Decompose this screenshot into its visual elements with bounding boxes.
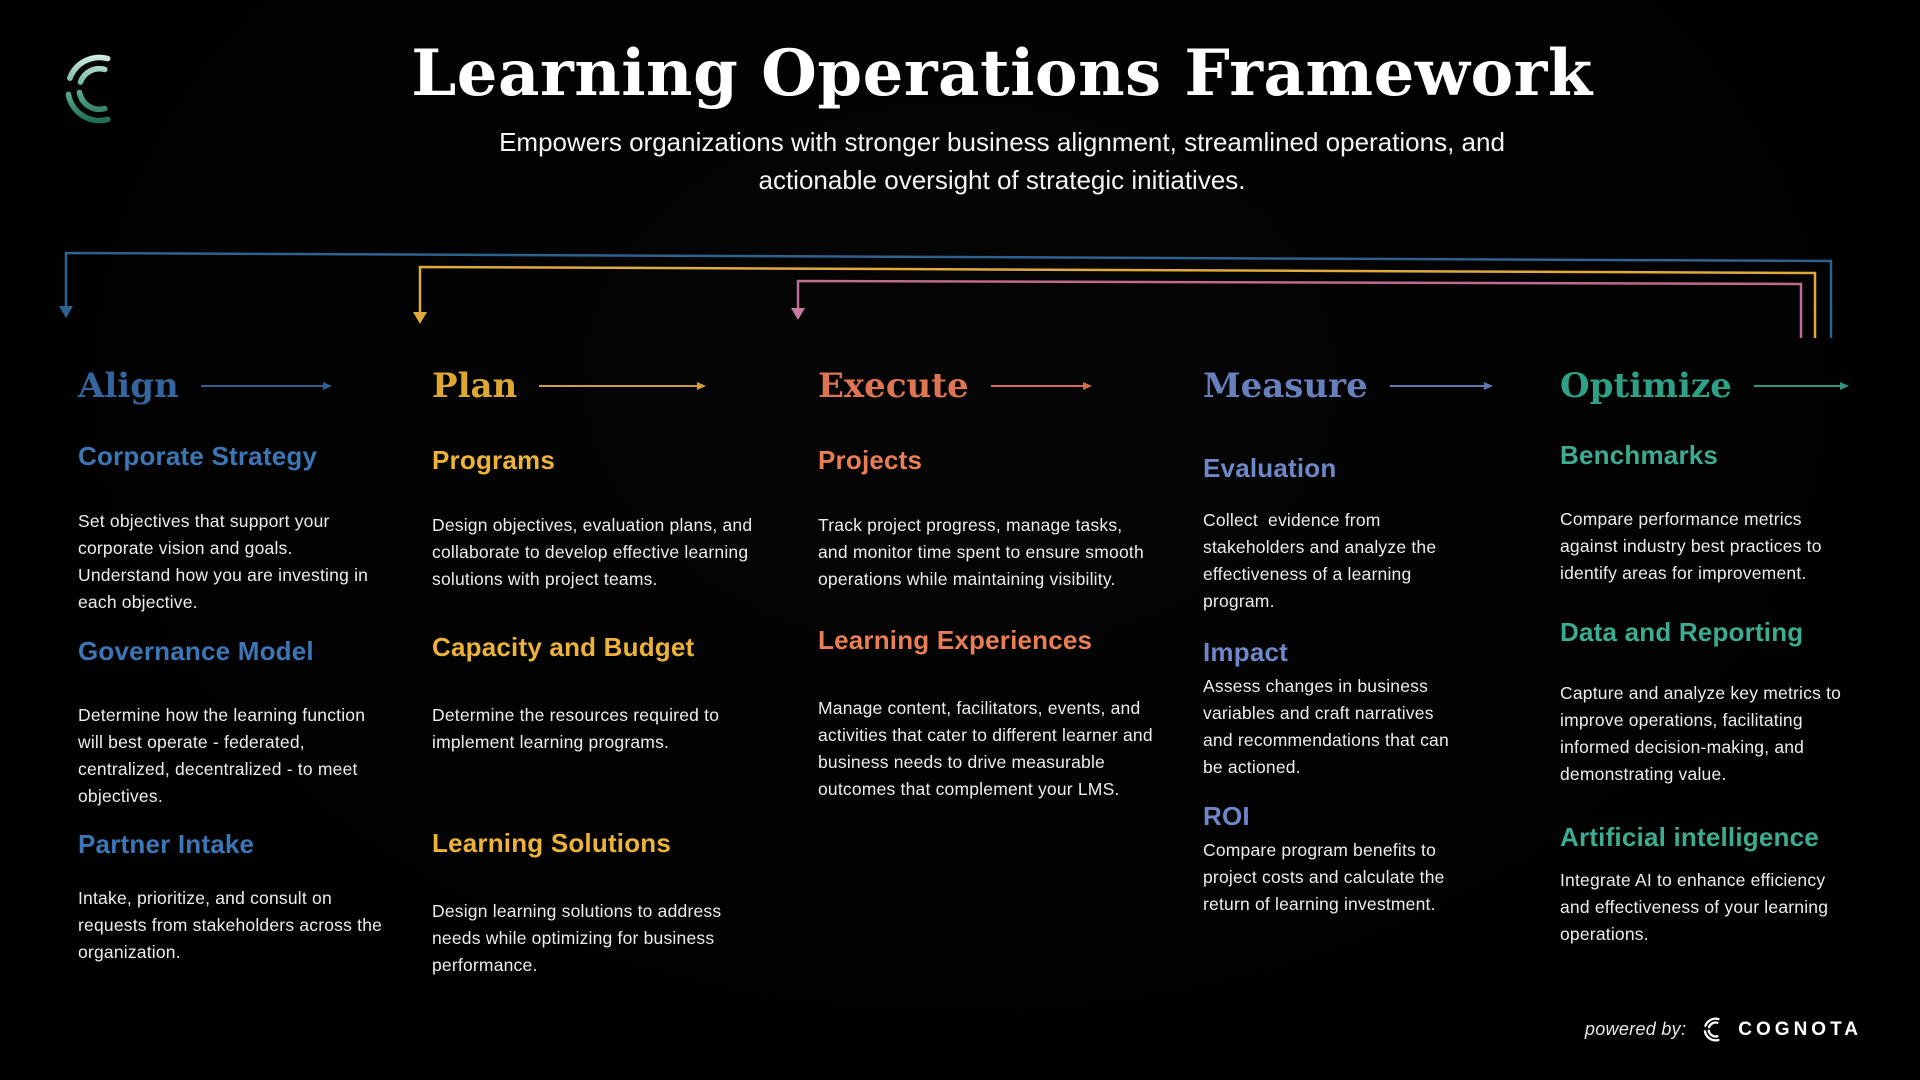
cognota-logo-small-icon [1701, 1014, 1723, 1045]
section-title: Governance Model [78, 636, 314, 666]
powered-by-label: powered by: [1584, 1019, 1687, 1039]
section-title: Programs [432, 445, 555, 475]
section-body: Design learning solutions to address needs while optimizing for business performance. [432, 901, 727, 975]
section-body: Intake, prioritize, and consult on requests from stakeholders across the organization. [78, 888, 388, 962]
flow-lines [0, 0, 1920, 360]
section-title: Impact [1203, 637, 1289, 667]
right-arrow-icon [1754, 385, 1847, 387]
section-title: Evaluation [1203, 453, 1337, 483]
page-title: Learning Operations Framework [411, 36, 1593, 111]
down-arrow-icon [413, 312, 427, 324]
section-body: Determine how the learning function will best operate - federated, centralized, decentralized - to meet objectives. [78, 705, 371, 806]
column-label: Plan [432, 366, 518, 406]
column-heading-optimize [1560, 366, 1847, 406]
flow-line-pink [798, 281, 1801, 338]
right-arrow-icon [201, 385, 330, 387]
section-title: Artificial intelligence [1560, 822, 1819, 852]
right-arrow-icon [1390, 385, 1491, 387]
section-body: Design objectives, evaluation plans, and collaborate to develop effective learning solutions with project teams. [432, 515, 758, 589]
column-heading-execute [818, 366, 1090, 406]
column-label: Optimize [1560, 366, 1732, 406]
section-title: Data and Reporting [1560, 617, 1804, 647]
section-title: Partner Intake [78, 829, 255, 859]
column-heading-plan [432, 366, 704, 406]
section-body: Track project progress, manage tasks, and monitor time spent to ensure smooth operations while maintaining visibility. [818, 515, 1149, 589]
section-title: Learning Solutions [432, 828, 672, 858]
column-label: Execute [818, 366, 969, 406]
section-title: Benchmarks [1560, 440, 1719, 470]
column-label: Measure [1203, 366, 1368, 406]
section-body: Set objectives that support your corporate vision and goals. Understand how you are investing in each objective. [78, 511, 374, 612]
column-label: Align [78, 366, 179, 406]
right-arrow-icon [991, 385, 1090, 387]
footer [1585, 1014, 1862, 1045]
section-body: Determine the resources required to implement learning programs. [432, 705, 725, 752]
section-body: Manage content, facilitators, events, and activities that cater to different learner and business needs to drive measurable outcomes that complement your LMS. [818, 698, 1158, 799]
down-arrow-icon [791, 308, 805, 320]
section-body: Compare program benefits to project costs and calculate the return of learning investment. [1203, 840, 1450, 914]
section-title: Corporate Strategy [78, 441, 318, 471]
section-title: Projects [818, 445, 923, 475]
right-arrow-icon [539, 385, 704, 387]
section-body: Compare performance metrics against industry best practices to identify areas for improvement. [1560, 509, 1827, 583]
section-body: Assess changes in business variables and craft narratives and recommendations that can be actioned. [1203, 676, 1454, 777]
section-body: Integrate AI to enhance efficiency and effectiveness of your learning operations. [1560, 870, 1834, 944]
flow-line-yellow [420, 267, 1815, 338]
flow-line-blue [66, 253, 1831, 338]
column-heading-align [78, 366, 330, 406]
brand-name: COGNOTA [1738, 1018, 1862, 1040]
page-subtitle: Empowers organizations with stronger business alignment, streamlined operations, and actionable oversight of strategic initiatives. [499, 127, 1505, 196]
section-title: Capacity and Budget [432, 632, 695, 662]
section-body: Capture and analyze key metrics to improve operations, facilitating informed decision-making, and demonstrating value. [1560, 683, 1847, 784]
section-title: ROI [1203, 801, 1250, 831]
down-arrow-icon [59, 306, 73, 318]
section-title: Learning Experiences [818, 625, 1093, 655]
column-heading-measure [1203, 366, 1491, 406]
section-body: Collect evidence from stakeholders and analyze the effectiveness of a learning program. [1203, 510, 1442, 611]
